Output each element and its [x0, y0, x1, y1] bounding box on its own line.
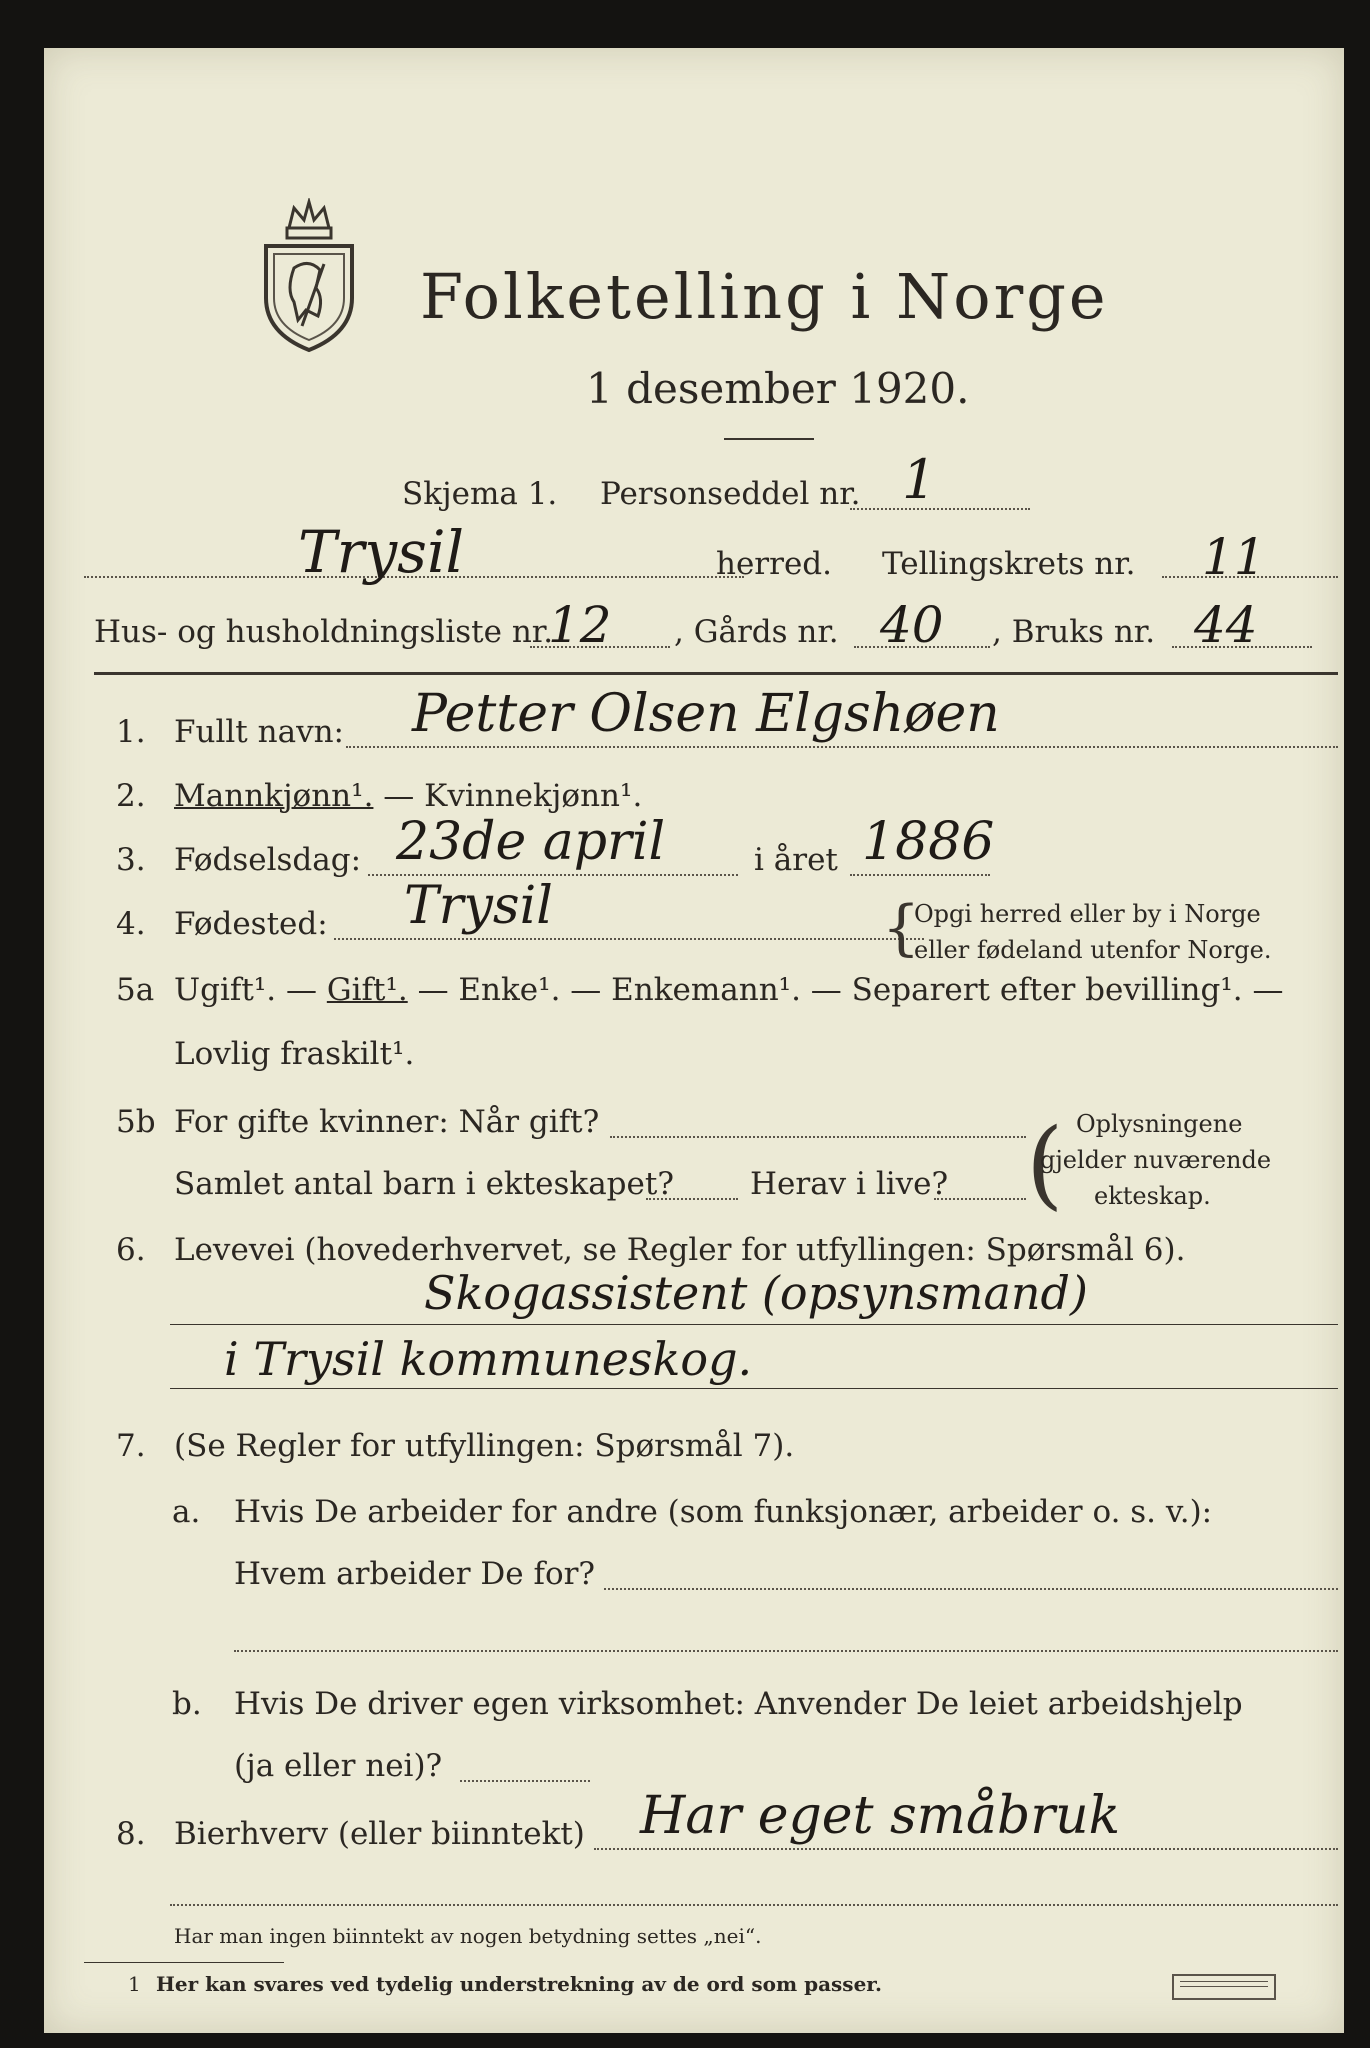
- q8-note: Har man ingen biinntekt av nogen betydning settes „nei“.: [174, 1924, 762, 1948]
- q6-number: 6.: [116, 1232, 146, 1268]
- title-divider: [724, 438, 814, 440]
- marital-separator: —: [276, 972, 327, 1008]
- tellingskrets-value[interactable]: 11: [1202, 528, 1266, 586]
- footnote-mark: 1: [128, 1972, 141, 1996]
- q4-line: [334, 938, 924, 940]
- q7a-employer-line2[interactable]: [234, 1650, 1338, 1652]
- side-income-value[interactable]: Har eget småbruk: [640, 1786, 1121, 1846]
- sex-male-option[interactable]: Mannkjønn¹.: [174, 778, 374, 814]
- q5b-note-line1: Oplysningene: [1076, 1110, 1243, 1138]
- sex-separator: —: [373, 778, 425, 814]
- hus-value[interactable]: 12: [548, 596, 612, 654]
- q6-label: Levevei (hovederhvervet, se Regler for utfyllingen: Spørsmål 6).: [174, 1232, 1186, 1268]
- q4-note-brace: {: [882, 893, 921, 963]
- q5b-note-line3: ekteskap.: [1094, 1182, 1211, 1210]
- q7b-answer-line[interactable]: [460, 1780, 590, 1782]
- footnote-divider: [84, 1962, 284, 1963]
- q5b-children-line: [646, 1198, 738, 1200]
- marital-other-options[interactable]: — Enke¹. — Enkemann¹. — Separert efter bevilling¹. —: [407, 972, 1284, 1008]
- personseddel-value[interactable]: 1: [902, 448, 937, 511]
- q7a-employer-label: Hvem arbeider De for?: [234, 1556, 596, 1592]
- q7b-number: b.: [172, 1686, 202, 1722]
- q7a-question: Hvis De arbeider for andre (som funksjonær, arbeider o. s. v.):: [234, 1494, 1213, 1530]
- occupation-value-line1[interactable]: Skogassistent (opsynsmand): [424, 1266, 1088, 1320]
- gards-value[interactable]: 40: [880, 596, 944, 654]
- q6-line1: [170, 1324, 1338, 1325]
- q3-number: 3.: [116, 842, 146, 878]
- birthdate-value[interactable]: 23de april: [396, 812, 666, 872]
- q7b-answer-label: (ja eller nei)?: [234, 1748, 443, 1784]
- tellingskrets-label: Tellingskrets nr.: [882, 546, 1136, 582]
- q4-note-line1: Opgi herred eller by i Norge: [914, 900, 1261, 928]
- q7b-question: Hvis De driver egen virksomhet: Anvender De leiet arbeidshjelp: [234, 1686, 1243, 1722]
- q5b-alive-line: [934, 1198, 1026, 1200]
- full-name-value[interactable]: Petter Olsen Elgshøen: [412, 684, 1000, 744]
- form-title: Folketelling i Norge: [420, 260, 1109, 333]
- q5b-note-line2: gjelder nuværende: [1040, 1146, 1272, 1174]
- occupation-value-line2[interactable]: i Trysil kommuneskog.: [224, 1332, 753, 1386]
- q1-number: 1.: [116, 714, 146, 750]
- q5b-note-brace: (: [1026, 1108, 1064, 1220]
- marital-fraskilt-option[interactable]: Lovlig fraskilt¹.: [174, 1036, 415, 1072]
- marital-status-options: [174, 972, 1283, 1008]
- birthyear-value[interactable]: 1886: [862, 812, 995, 872]
- q7a-employer-line[interactable]: [604, 1588, 1338, 1590]
- sex-options: [174, 778, 642, 814]
- q5b-alive-label: Herav i live?: [750, 1166, 949, 1202]
- q8-label: Bierhverv (eller biinntekt): [174, 1816, 585, 1852]
- bruks-label: , Bruks nr.: [992, 614, 1156, 650]
- q3-year-label: i året: [754, 842, 838, 878]
- q3-label: Fødselsdag:: [174, 842, 362, 878]
- printer-stamp-icon: [1172, 1974, 1276, 2000]
- q8-line: [594, 1848, 1338, 1850]
- q5b-married-label: For gifte kvinner: Når gift?: [174, 1104, 600, 1140]
- marital-ugift-option[interactable]: Ugift¹.: [174, 972, 277, 1008]
- personseddel-line: [850, 508, 1030, 510]
- q7a-number: a.: [172, 1494, 201, 1530]
- q3-year-line: [850, 874, 990, 876]
- bruks-value[interactable]: 44: [1194, 596, 1258, 654]
- q4-number: 4.: [116, 906, 146, 942]
- q4-note-line2: eller fødeland utenfor Norge.: [914, 936, 1272, 964]
- birthplace-value[interactable]: Trysil: [404, 876, 553, 936]
- q8-number: 8.: [116, 1816, 146, 1852]
- norwegian-coat-of-arms-icon: [254, 198, 364, 353]
- gards-label: , Gårds nr.: [674, 614, 839, 650]
- q1-line: [346, 746, 1338, 748]
- footnote-text: Her kan svares ved tydelig understrekning av de ord som passer.: [156, 1972, 882, 1996]
- personseddel-label: Personseddel nr.: [600, 476, 861, 512]
- q7-number: 7.: [116, 1428, 146, 1464]
- census-form: [44, 48, 1344, 2033]
- q2-number: 2.: [116, 778, 146, 814]
- q8-line2: [170, 1904, 1338, 1906]
- q5b-married-line: [610, 1136, 1026, 1138]
- herred-label: herred.: [716, 546, 832, 582]
- marital-gift-option[interactable]: Gift¹.: [326, 972, 408, 1008]
- sex-female-option[interactable]: Kvinnekjønn¹.: [424, 778, 643, 814]
- q5b-children-label: Samlet antal barn i ekteskapet?: [174, 1166, 674, 1202]
- q4-label: Fødested:: [174, 906, 328, 942]
- q7-label: (Se Regler for utfyllingen: Spørsmål 7).: [174, 1428, 795, 1464]
- header-divider: [94, 672, 1338, 675]
- q5a-number: 5a: [116, 972, 155, 1008]
- census-date: 1 desember 1920.: [586, 364, 970, 413]
- hus-label: Hus- og husholdningsliste nr.: [94, 614, 554, 650]
- q6-line2: [170, 1388, 1338, 1389]
- q5b-number: 5b: [116, 1104, 156, 1140]
- herred-value[interactable]: Trysil: [298, 518, 465, 586]
- skjema-label: Skjema 1.: [402, 476, 558, 512]
- q1-label: Fullt navn:: [174, 714, 344, 750]
